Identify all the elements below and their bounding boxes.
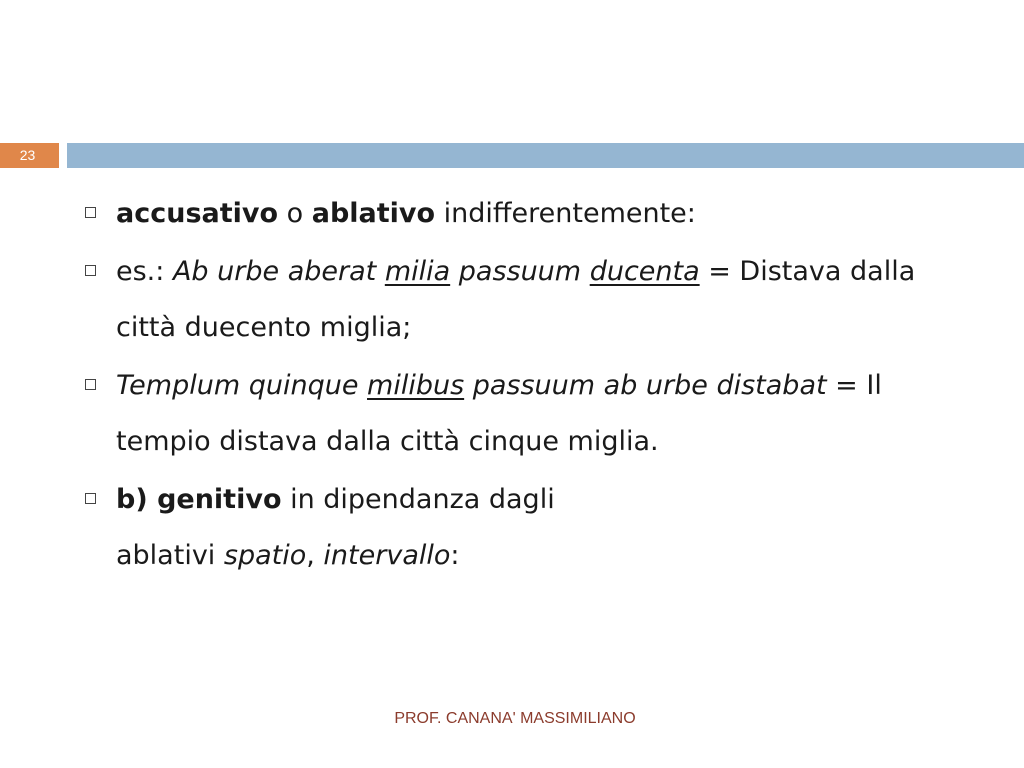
text-run: Templum quinque: [116, 370, 368, 401]
text-run: milia: [384, 256, 451, 287]
text-run: o: [278, 198, 312, 229]
text-run: spatio: [223, 540, 307, 571]
text-run: :: [450, 540, 460, 571]
bullet-text: [116, 256, 915, 343]
text-run: ablativi: [116, 540, 224, 571]
header-bar: [67, 143, 1024, 168]
text-run: accusativo: [116, 198, 279, 229]
bullet-item: [82, 244, 982, 356]
text-run: es.:: [116, 256, 173, 287]
text-run: ducenta: [589, 256, 700, 287]
text-run: Ab urbe aberat: [172, 256, 385, 287]
text-run: passuum ab urbe distabat: [464, 370, 827, 401]
bullet-text: [116, 370, 882, 457]
bullet-text: [116, 484, 555, 571]
text-run: ,: [306, 540, 324, 571]
bullet-text: [116, 198, 696, 229]
bullet-item: [82, 472, 982, 584]
square-bullet-icon: [85, 207, 96, 218]
footer-author: PROF. CANANA' MASSIMILIANO: [394, 710, 636, 727]
text-run: intervallo: [323, 540, 451, 571]
bullet-item: [82, 358, 982, 470]
square-bullet-icon: [85, 265, 96, 276]
slide-number: 23: [0, 143, 59, 168]
text-run: = Distava dalla città duecento miglia;: [116, 256, 916, 343]
text-run: in dipendanza dagli: [281, 484, 555, 515]
bullet-item: [82, 186, 982, 242]
text-run: b) genitivo: [116, 484, 282, 515]
text-run: milibus: [367, 370, 465, 401]
square-bullet-icon: [85, 379, 96, 390]
square-bullet-icon: [85, 493, 96, 504]
text-run: ablativo: [311, 198, 436, 229]
text-run: passuum: [450, 256, 590, 287]
slide-content: [82, 186, 982, 586]
text-run: = Il tempio distava dalla città cinque miglia.: [116, 370, 882, 457]
text-run: indifferentemente:: [435, 198, 696, 229]
